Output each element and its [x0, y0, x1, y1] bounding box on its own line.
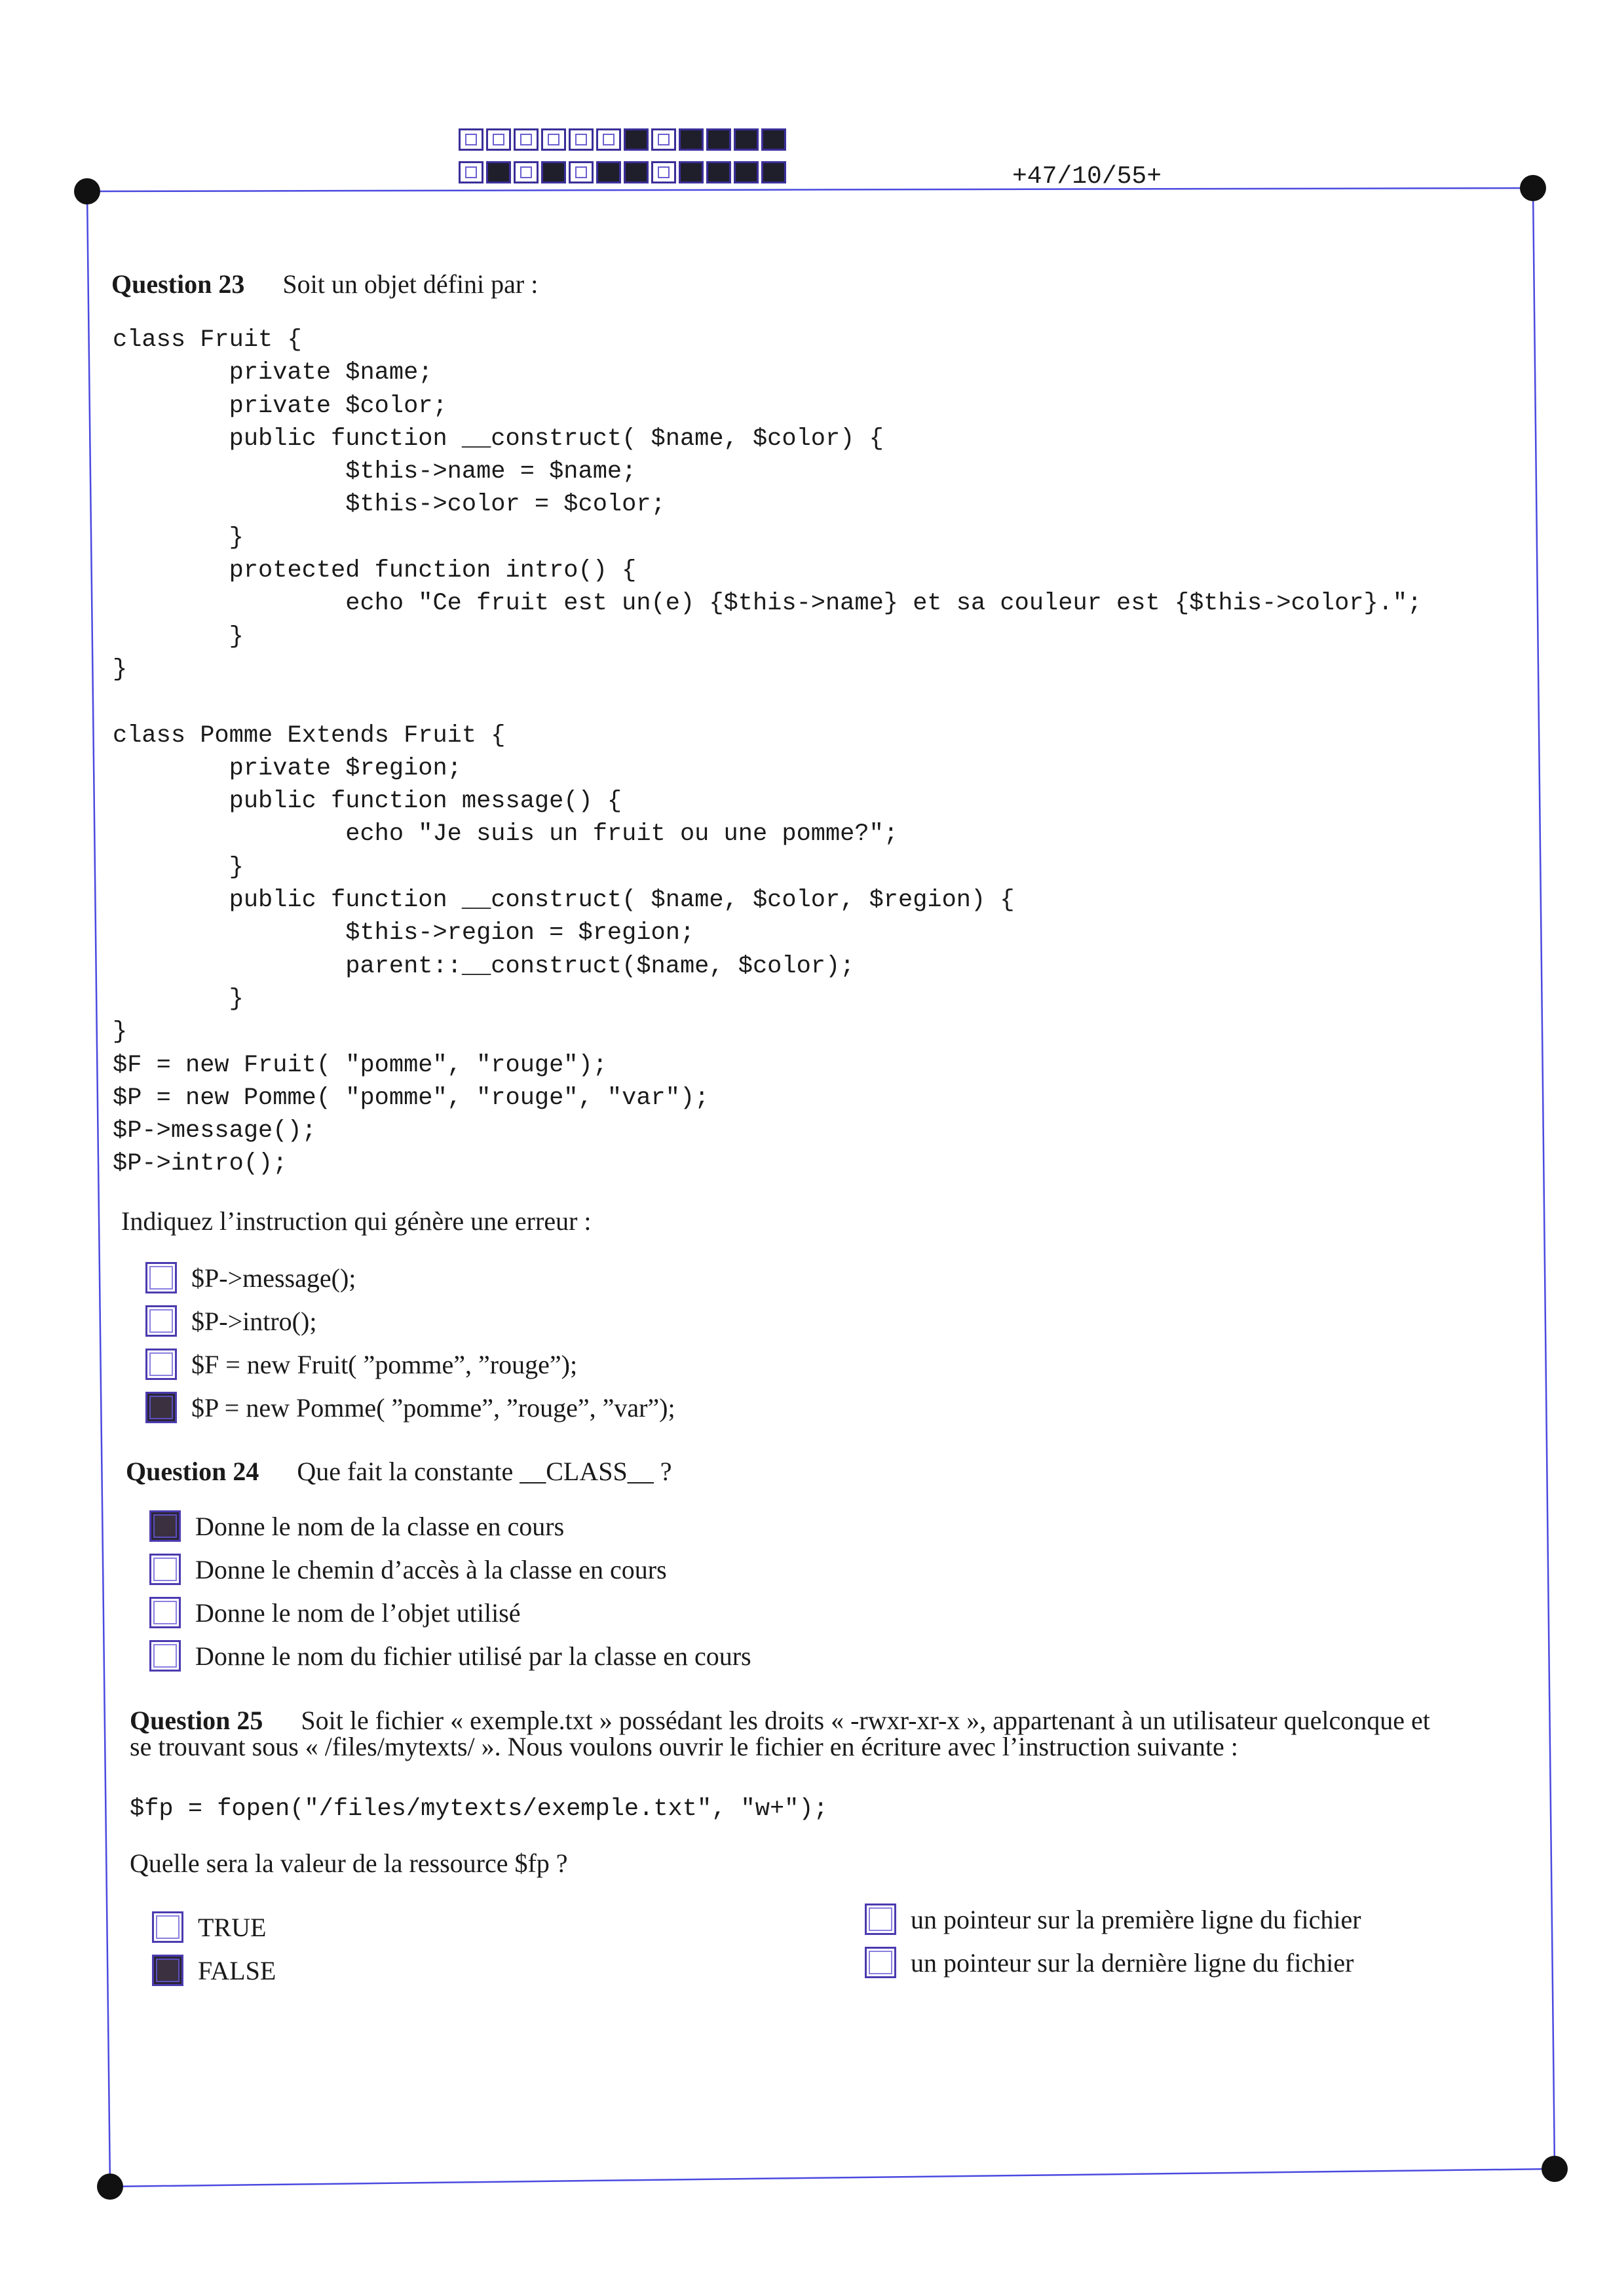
answer-choice: [145, 1299, 675, 1343]
answer-choice: [145, 1256, 675, 1299]
barcode-cell: [679, 161, 704, 183]
answer-choice: [145, 1343, 675, 1386]
question-25-prompt-line1: Soit le fichier « exemple.txt » possédant les droits « -rwxr-xr-x », appartenant à un utilisateur quelconque et: [301, 1706, 1430, 1735]
answer-checkbox[interactable]: [149, 1510, 181, 1542]
barcode-cell: [706, 161, 731, 183]
barcode-cell: [734, 128, 759, 151]
question-25-question: Quelle sera la valeur de la ressource $fp ?: [130, 1848, 568, 1878]
barcode-cell: [706, 128, 731, 151]
answer-checkbox[interactable]: [149, 1640, 181, 1672]
answer-label: $F = new Fruit( ”pomme”, ”rouge”);: [191, 1349, 578, 1379]
barcode-cell: [541, 161, 566, 183]
answer-label: Donne le chemin d’accès à la classe en cours: [195, 1554, 667, 1584]
answer-checkbox[interactable]: [149, 1597, 181, 1628]
answer-choice: [152, 1905, 276, 1949]
answer-label: $P->intro();: [191, 1306, 317, 1336]
question-25-label: Question 25: [130, 1706, 263, 1735]
question-25-choices-left: [152, 1905, 276, 1992]
question-25-code: $fp = fopen("/files/mytexts/exemple.txt", "w+");: [130, 1795, 828, 1823]
registration-mark-top-right: [1520, 175, 1546, 201]
barcode-cell: [651, 161, 676, 183]
question-24-choices: [149, 1504, 751, 1677]
barcode-cell: [486, 128, 511, 151]
barcode-cell: [734, 161, 759, 183]
question-23-instruction: Indiquez l’instruction qui génère une erreur :: [121, 1206, 592, 1236]
question-25-prompt-line2: se trouvant sous « /files/mytexts/ ». Nous voulons ouvrir le fichier en écriture avec l’instruction suivante :: [130, 1732, 1238, 1761]
answer-choice: [149, 1591, 751, 1634]
question-23-header: [111, 269, 538, 299]
barcode-cell: [761, 128, 786, 151]
answer-label: un pointeur sur la première ligne du fichier: [911, 1904, 1361, 1934]
registration-mark-top-left: [74, 178, 100, 204]
barcode-cell: [679, 128, 704, 151]
answer-choice: [149, 1548, 751, 1591]
answer-checkbox[interactable]: [865, 1947, 896, 1978]
question-24-header: [126, 1456, 672, 1487]
barcode-cell: [459, 128, 483, 151]
barcode-cell: [459, 161, 483, 183]
answer-label: FALSE: [198, 1955, 276, 1985]
answer-label: TRUE: [198, 1912, 267, 1942]
answer-label: Donne le nom du fichier utilisé par la classe en cours: [195, 1641, 751, 1671]
answer-checkbox[interactable]: [145, 1349, 177, 1380]
barcode-row-1: [459, 128, 789, 151]
barcode-cell: [761, 161, 786, 183]
page-id: +47/10/55+: [1012, 163, 1162, 191]
barcode-cell: [514, 161, 539, 183]
registration-mark-bottom-right: [1542, 2156, 1568, 2182]
barcode-cell: [624, 128, 649, 151]
answer-choice: [149, 1634, 751, 1677]
answer-choice: [152, 1949, 276, 1992]
barcode-cell: [651, 128, 676, 151]
answer-checkbox[interactable]: [149, 1554, 181, 1585]
barcode-cell: [486, 161, 511, 183]
barcode-cell: [541, 128, 566, 151]
question-25-choices-right: [865, 1898, 1361, 1984]
answer-choice: [865, 1898, 1361, 1941]
barcode-cell: [596, 128, 621, 151]
question-24-label: Question 24: [126, 1457, 259, 1486]
answer-label: un pointeur sur la dernière ligne du fichier: [911, 1947, 1354, 1978]
answer-choice: [865, 1941, 1361, 1984]
question-23-choices: [145, 1256, 675, 1429]
barcode-cell: [569, 128, 594, 151]
barcode-cell: [596, 161, 621, 183]
question-23-code: class Fruit { private $name; private $color; public function __construct( $name, $color) { $this->name = $name; $this->color = $color; } protected function intro() { echo "Ce fruit est un(e) {$this->name} et sa couleur est {$this->color}."; } } class Pomme Extends Fruit { private $region; public function message() { echo "Je suis un fruit ou une pomme?"; } public function __construct( $name, $color, $region) { $this->region = $region; parent::__construct($name, $color); } } $F = new Fruit( "pomme", "rouge"); $P = new Pomme( "pomme", "rouge", "var"); $P->message(); $P->intro();: [113, 326, 1422, 1178]
answer-label: $P->message();: [191, 1263, 356, 1293]
registration-mark-bottom-left: [97, 2173, 123, 2200]
answer-checkbox[interactable]: [152, 1911, 183, 1943]
barcode-cell: [514, 128, 539, 151]
answer-checkbox[interactable]: [145, 1262, 177, 1293]
barcode-cell: [569, 161, 594, 183]
answer-label: Donne le nom de la classe en cours: [195, 1511, 565, 1541]
answer-choice: [145, 1386, 675, 1429]
question-23-label: Question 23: [111, 269, 245, 299]
answer-label: $P = new Pomme( ”pomme”, ”rouge”, ”var”);: [191, 1392, 675, 1423]
answer-checkbox[interactable]: [865, 1904, 896, 1935]
answer-label: Donne le nom de l’objet utilisé: [195, 1598, 521, 1628]
answer-checkbox[interactable]: [145, 1392, 177, 1423]
answer-choice: [149, 1504, 751, 1548]
barcode-row-2: [459, 161, 789, 183]
question-23-prompt: Soit un objet défini par :: [282, 269, 539, 299]
barcode-cell: [624, 161, 649, 183]
answer-checkbox[interactable]: [145, 1305, 177, 1337]
answer-checkbox[interactable]: [152, 1955, 183, 1986]
question-24-prompt: Que fait la constante __CLASS__ ?: [297, 1457, 672, 1486]
